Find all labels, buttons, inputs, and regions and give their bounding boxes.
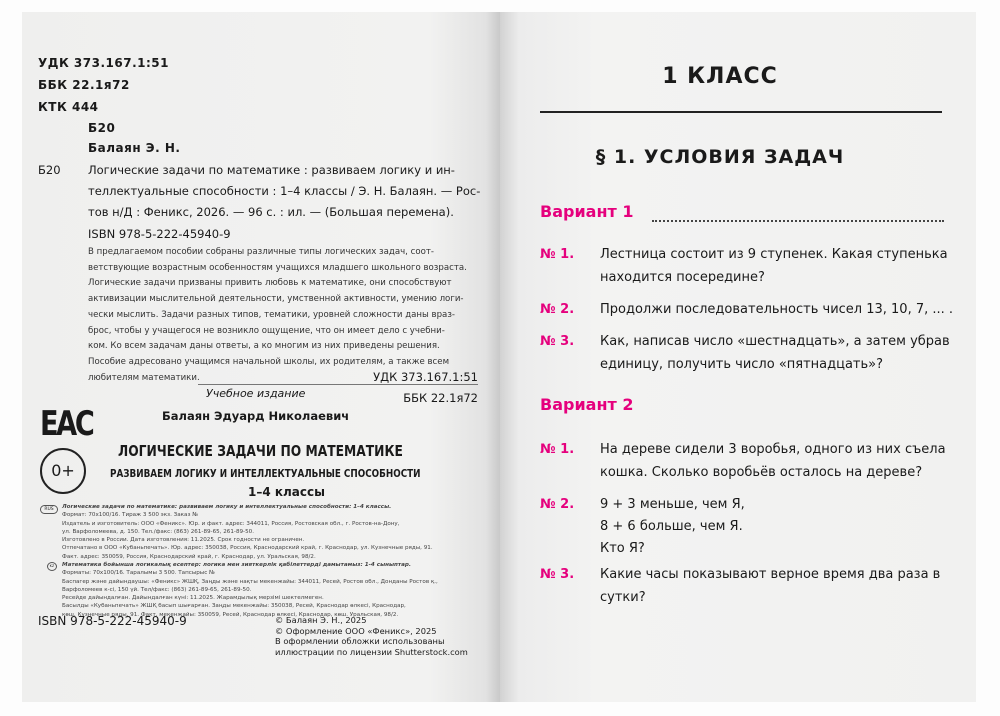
imprint-line: Факт. адрес: 350059, Россия, Краснодарский край, г. Краснодар, ул. Уральская, 98/2. — [62, 553, 316, 560]
abstract-line: активизации мыслительной деятельности, умственной активности, умению логи- — [88, 294, 464, 305]
task-text: Продолжи последовательность чисел 13, 10, 7, ... . — [600, 302, 954, 317]
age-rating-badge: 0+ — [40, 448, 86, 494]
imprint-line: Математика бойынша логикалық есептер: логика мен зияткерлік қабілеттерді дамытамыз: 1-4 сыныптар. — [62, 562, 412, 568]
abstract-line: чески мыслить. Задачи разных типов, тематики, уровней сложности даны враз- — [88, 309, 455, 320]
task-text: На дереве сидели 3 воробья, одного из них съела — [600, 442, 946, 457]
imprint-line: Баспагер және дайындаушы: «Феникс» ЖШҚ, Заңды және нақты мекенжайы: 344011, Ресей, Ростов обл., Донданы Ростов қ., — [62, 578, 438, 585]
task-number: № 2. — [540, 497, 575, 512]
task-text: 8 + 6 больше, чем Я. — [600, 519, 743, 534]
imprint-line: ул. Варфоломеева, д. 150. Тел./факс: (863) 261-89-65, 261-89-50. — [62, 528, 254, 535]
right-page — [500, 12, 976, 702]
task-text: Какие часы показывают верное время два раза в — [600, 567, 941, 582]
imprint-ru — [62, 503, 433, 561]
task-number: № 3. — [540, 334, 575, 349]
author-full: Балаян Эдуард Николаевич — [162, 409, 350, 423]
udk-code: УДК 373.167.1:51 — [38, 56, 169, 70]
imprint-line: көш. Кузнечные ряды, 91. Факт. мекенжайы: 350059, Ресей, Краснодар өлкесі, Краснодар, көш. Уральская, 98/2. — [62, 611, 399, 618]
author-mark: Б20 — [88, 121, 116, 135]
copyright-line: © Оформление ООО «Феникс», 2025 — [275, 625, 437, 636]
book-subtitle: РАЗВИВАЕМ ЛОГИКУ И ИНТЕЛЛЕКТУАЛЬНЫЕ СПОСОБНОСТИ — [110, 467, 421, 480]
abstract — [88, 245, 467, 386]
section-heading: § 1. УСЛОВИЯ ЗАДАЧ — [595, 146, 845, 168]
dotted-leader — [652, 220, 944, 222]
imprint-line: Ресейде дайындалған. Дайындалған күні: 11.2025. Жарамдылық мерзімі шектелмеген. — [62, 595, 324, 602]
book-title: ЛОГИЧЕСКИЕ ЗАДАЧИ ПО МАТЕМАТИКЕ — [118, 442, 403, 460]
isbn-top: ISBN 978-5-222-45940-9 — [88, 227, 231, 241]
udk-right: УДК 373.167.1:51 — [373, 370, 478, 384]
abstract-line: ком. Ко всем задачам даны ответы, а ко многим из них приведены решения. — [88, 341, 440, 352]
abstract-line: брос, чтобы у учащегося не возникло ощущение, что он имеет дело с учебни- — [88, 325, 445, 336]
task-text: Лестница состоит из 9 ступенек. Какая ступенька — [600, 247, 948, 262]
abstract-line: любителям математики. — [88, 372, 200, 383]
edition-type: Учебное издание — [206, 387, 306, 400]
ktk-code: КТК 444 — [38, 100, 99, 114]
task-text: 9 + 3 меньше, чем Я, — [600, 497, 745, 512]
task-text: находится посередине? — [600, 270, 765, 285]
copyright-block — [275, 615, 468, 657]
index-label: Б20 — [38, 163, 61, 177]
grade-heading: 1 КЛАСС — [662, 64, 778, 89]
eac-logo: ЕАС — [40, 404, 93, 444]
copyright-line: © Балаян Э. Н., 2025 — [275, 615, 367, 625]
copyright-line: иллюстрации по лицензии Shutterstock.com — [275, 646, 468, 657]
task-text: сутки? — [600, 590, 646, 605]
abstract-line: ветствующие возрастным особенностям учащихся младшего школьного возраста. — [88, 262, 467, 273]
imprint-kz — [62, 561, 438, 619]
abstract-line: В предлагаемом пособии собраны различные типы логических задач, соот- — [88, 247, 434, 257]
imprint-line: Отпечатано в ООО «Кубаньпечать». Юр. адрес: 350038, Россия, Краснодарский край, г. Краснодар, ул. Кузнечные ряды, 91. — [62, 545, 433, 552]
abstract-line: Логические задачи призваны привить любовь к математике, они способствуют — [88, 278, 452, 289]
bib-line: Логические задачи по математике : развиваем логику и ин- — [88, 163, 455, 177]
author-heading: Балаян Э. Н. — [88, 141, 181, 155]
divider — [198, 384, 478, 385]
lang-badge-kz: KZ — [47, 562, 57, 571]
imprint-line: Логические задачи по математике: развиваем логику и интеллектуальные способности: 1–4 классы. — [62, 504, 392, 510]
heading-rule — [540, 111, 942, 113]
task-text: Как, написав число «шестнадцать», а затем убрав — [600, 334, 950, 349]
task-number: № 1. — [540, 442, 575, 457]
lang-badge-ru: RUS — [40, 505, 58, 514]
variant-1-label: Вариант 1 — [540, 202, 634, 221]
task-number: № 3. — [540, 567, 575, 582]
isbn-bottom: ISBN 978-5-222-45940-9 — [38, 614, 187, 628]
task-text: единицу, получить число «пятнадцать»? — [600, 357, 884, 372]
task-number: № 1. — [540, 247, 575, 262]
bbk-right: ББК 22.1я72 — [403, 391, 478, 405]
variant-2-label: Вариант 2 — [540, 395, 634, 414]
imprint-line: Изготовлено в России. Дата изготовления: 11.2025. Срок годности не ограничен. — [62, 537, 305, 544]
copyright-line: В оформлении обложки использованы — [275, 636, 445, 646]
imprint-line: Варфоломеев к-сі, 150 үй. Тел/факс: (863) 261-89-65, 261-89-50. — [62, 586, 252, 593]
imprint-line: Формат: 70х100/16. Тираж 3 500 экз. Заказ № — [62, 512, 199, 519]
task-number: № 2. — [540, 302, 575, 317]
task-text: Кто Я? — [600, 541, 645, 556]
task-text: кошка. Сколько воробьёв осталось на дереве? — [600, 465, 923, 480]
bbk-code: ББК 22.1я72 — [38, 78, 130, 92]
bib-line: тов н/Д : Феникс, 2026. — 96 с. : ил. — (Большая перемена). — [88, 205, 454, 219]
grades: 1–4 классы — [248, 485, 325, 499]
bib-line: теллектуальные способности : 1–4 классы / Э. Н. Балаян. — Рос- — [88, 184, 481, 198]
imprint-line: Форматы: 70х100/16. Таралымы 3 500. Тапсырыс № — [62, 570, 215, 577]
imprint-line: Издатель и изготовитель: ООО «Феникс». Юр. и факт. адрес: 344011, Россия, Ростовская обл., г. Ростов-на-Дону, — [62, 520, 400, 527]
imprint-line: Басылды «Кубаньпечать» ЖШҚ басып шығарған. Заңды мекенжайы: 350038, Ресей, Краснодар өлкесі, Краснодар, — [62, 603, 406, 610]
abstract-line: Пособие адресовано учащимся начальной школы, их родителям, а также всем — [88, 356, 450, 367]
left-page — [22, 12, 500, 702]
